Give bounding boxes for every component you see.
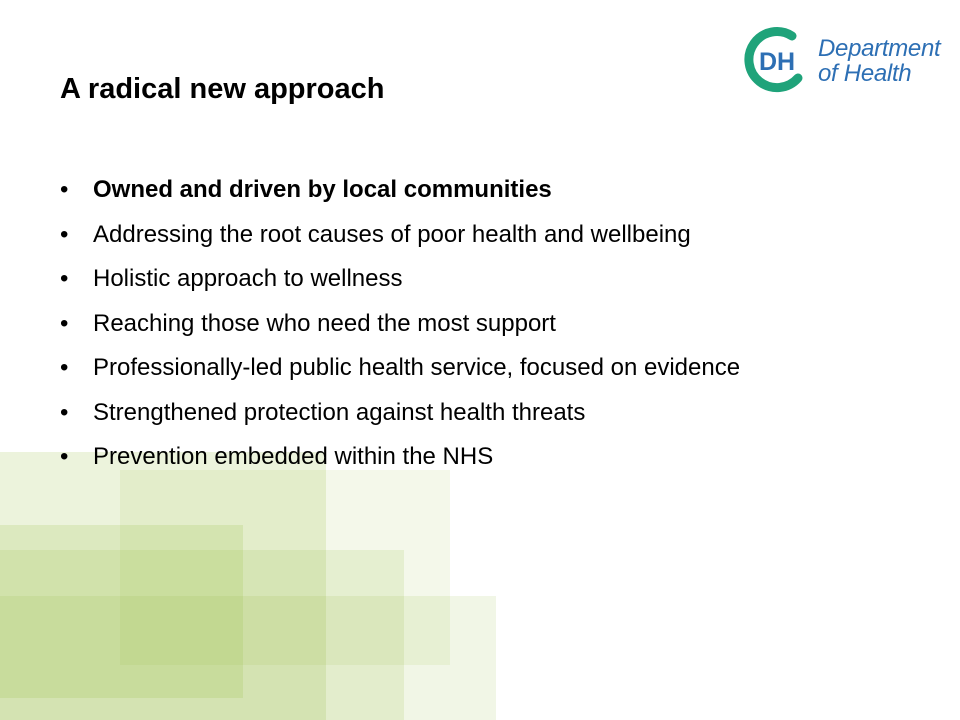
- logo-mark-text: DH: [758, 48, 796, 76]
- bullet-text: Strengthened protection against health threats: [93, 398, 586, 426]
- bullet-item: [60, 265, 910, 292]
- bullet-dot: •: [60, 220, 69, 248]
- bullet-item: [60, 176, 910, 203]
- bullet-list: [60, 176, 910, 488]
- department-of-health-logo: [742, 26, 941, 96]
- bullet-text: Holistic approach to wellness: [93, 265, 403, 292]
- decorative-square: [120, 470, 450, 665]
- dh-logo-icon: [742, 26, 812, 96]
- bullet-text: Prevention embedded within the NHS: [93, 443, 494, 470]
- bullet-text: Owned and driven by local communities: [93, 176, 552, 203]
- bullet-dot: •: [60, 443, 69, 470]
- logo-line-1: Department: [818, 35, 941, 62]
- bullet-dot: •: [60, 398, 69, 426]
- bullet-dot: •: [60, 309, 69, 337]
- bullet-dot: •: [60, 265, 69, 292]
- bullet-text: Reaching those who need the most support: [93, 309, 556, 337]
- bullet-item: [60, 221, 910, 248]
- slide-title: A radical new approach: [60, 73, 385, 105]
- bullet-item: [60, 443, 910, 470]
- bullet-dot: •: [60, 176, 69, 203]
- bullet-text: Addressing the root causes of poor health and wellbeing: [93, 220, 691, 248]
- logo-line-2: of Health: [818, 60, 912, 87]
- bullet-dot: •: [60, 354, 69, 381]
- logo-wordmark: [818, 36, 940, 86]
- bullet-item: [60, 354, 910, 381]
- bullet-text: Professionally-led public health service, focused on evidence: [93, 354, 741, 381]
- bullet-item: [60, 399, 910, 426]
- bullet-item: [60, 310, 910, 337]
